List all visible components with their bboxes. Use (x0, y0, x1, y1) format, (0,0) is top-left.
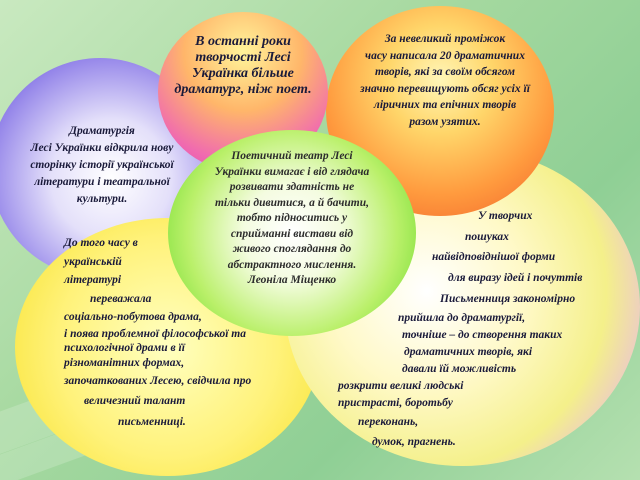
text-line: різноманітних формах, (64, 356, 185, 369)
text-line: Драматургія (69, 125, 135, 137)
text-line: часу написала 20 драматичних (365, 49, 525, 62)
text-line: творчості Лесі (195, 50, 291, 65)
text-line: переважала (90, 292, 152, 305)
text-line: пристрасті, боротьбу (338, 397, 453, 409)
text-line: До того часу в (64, 237, 138, 249)
quote-line: тобто підноситись у (236, 212, 348, 224)
quote-line: розвивати здатність не (229, 181, 355, 193)
quote-line: абстрактного мислення. (227, 258, 357, 271)
text-line: пошуках (465, 231, 509, 243)
text-line: величезний талант (84, 394, 186, 407)
text-line: літератури і театральної (34, 176, 170, 188)
text-line: За невеликий проміжок (384, 33, 506, 45)
petal-text-late-works (163, 34, 323, 98)
quote-line: тільки дивитися, а й бачити, (214, 196, 370, 209)
text-line: Українка більше (192, 66, 294, 81)
quote-line: живого споглядання до (232, 243, 352, 255)
text-line: Письменниця закономірно (440, 293, 576, 305)
text-line: літературі (64, 274, 122, 286)
text-line: культури. (76, 193, 128, 205)
text-line: В останні роки (195, 34, 291, 49)
text-line: розкрити великі людські (338, 380, 464, 392)
text-line: прийшла до драматургії, (398, 312, 526, 324)
text-line: давали їй можливість (402, 363, 517, 375)
text-line: У творчих (478, 210, 533, 222)
text-line: і поява проблемної філософської та (64, 327, 246, 340)
text-line: Лесі Українки відкрила нову (30, 142, 174, 154)
quote-line: сприйманні вистави від (230, 227, 354, 240)
petal-text-searches (330, 206, 630, 453)
quote-author: Леоніла Міщенко (247, 274, 337, 286)
text-line: ліричних та епічних творів (373, 99, 517, 111)
quote-line: Українки вимагає і від глядача (214, 165, 370, 178)
text-line: значно перевищують обсяг усіх її (360, 82, 530, 95)
text-line: драматичних творів, які (404, 346, 533, 358)
text-line: точніше – до створення таких (402, 329, 563, 341)
quote-line: Поетичний театр Лесі (231, 150, 353, 162)
text-line: започаткованих Лесею, свідчила про (64, 374, 252, 387)
text-line: психологічної драми в її (64, 341, 185, 354)
text-line: драматург, ніж поет. (174, 82, 312, 97)
text-line: найвідповіднішої форми (432, 251, 556, 263)
text-line: письменниці. (118, 415, 186, 428)
text-line: переконань, (358, 416, 419, 428)
text-line: творів, які за своїм обсягом (374, 66, 516, 78)
text-line: сторінку історії української (30, 159, 174, 171)
text-line: разом узятих. (409, 115, 481, 128)
text-line: соціально-побутова драма, (64, 311, 202, 323)
petal-text-dramaturgy (2, 123, 202, 208)
petal-text-before-time (58, 234, 308, 433)
text-line: для виразу ідей і почуттів (448, 272, 583, 284)
text-line: українській (64, 255, 122, 268)
petal-text-twenty-dramas (345, 31, 545, 130)
text-line: думок, прагнень. (372, 436, 456, 448)
